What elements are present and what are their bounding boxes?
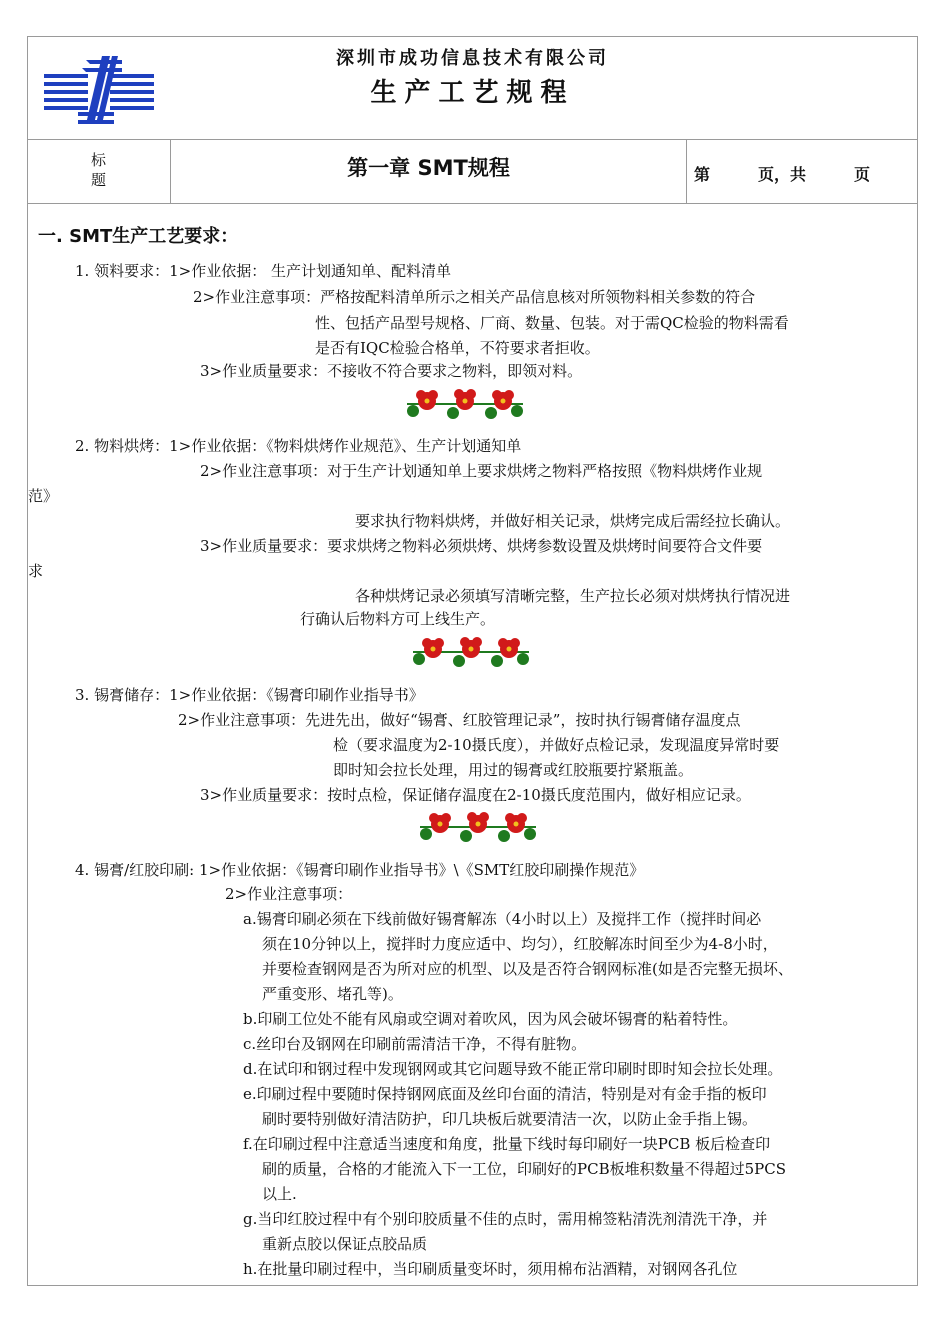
- body-line: 3>作业质量要求：要求烘烤之物料必须烘烤、烘烤参数设置及烘烤时间要符合文件要: [200, 537, 763, 555]
- body-line: 2>作业注意事项：对于生产计划通知单上要求烘烤之物料严格按照《物料烘烤作业规: [200, 462, 763, 480]
- section-heading: 一. SMT生产工艺要求：: [38, 226, 239, 247]
- body-line: 即时知会拉长处理，用过的锡膏或红胶瓶要拧紧瓶盖。: [333, 761, 694, 779]
- body-line: 刷的质量，合格的才能流入下一工位，印刷好的PCB板堆积数量不得超过5PCS: [262, 1160, 786, 1178]
- poinsettia-divider-icon: [411, 631, 531, 673]
- body-line: 是否有IQC检验合格单，不符要求者拒收。: [315, 339, 600, 357]
- body-line: 2>作业注意事项：: [225, 885, 353, 903]
- body-line: 性、包括产品型号规格、厂商、数量、包装。对于需QC检验的物料需看: [315, 314, 789, 332]
- body-line: 严重变形、堵孔等)。: [262, 985, 403, 1003]
- body-line: 3>作业质量要求：不接收不符合要求之物料，即领对料。: [200, 362, 583, 380]
- body-line: 3. 锡膏储存：1>作业依据：《锡膏印刷作业指导书》: [75, 686, 424, 704]
- body-line: a.锡膏印刷必须在下线前做好锡膏解冻（4小时以上）及搅拌工作（搅拌时间必: [243, 910, 762, 928]
- poinsettia-divider-icon: [405, 383, 525, 425]
- body-line: 3>作业质量要求：按时点检，保证储存温度在2-10摄氏度范围内，做好相应记录。: [200, 786, 751, 804]
- document-title: 生产工艺规程: [370, 78, 575, 108]
- body-line: d.在试印和钢过程中发现钢网或其它问题导致不能正常印刷时即时知会拉长处理。: [243, 1060, 783, 1078]
- body-line: 2>作业注意事项：先进先出，做好“锡膏、红胶管理记录”，按时执行锡膏储存温度点: [178, 711, 741, 729]
- body-line: 要求执行物料烘烤，并做好相关记录，烘烤完成后需经拉长确认。: [355, 512, 791, 530]
- title-row: [27, 140, 918, 204]
- body-line: 各种烘烤记录必须填写清晰完整，生产拉长必须对烘烤执行情况进: [355, 587, 791, 605]
- body-line: 行确认后物料方可上线生产。: [300, 610, 496, 628]
- body-line: 2>作业注意事项：严格按配料清单所示之相关产品信息核对所领物料相关参数的符合: [193, 288, 756, 306]
- body-line: 4. 锡膏/红胶印刷: 1>作业依据：《锡膏印刷作业指导书》\《SMT红胶印刷操作规范》: [75, 861, 645, 879]
- body-line: 求: [28, 562, 44, 580]
- body-line: 1. 领料要求：1>作业依据： 生产计划通知单、配料清单: [75, 262, 451, 280]
- company-name: 深圳市成功信息技术有限公司: [336, 48, 609, 69]
- body-line: g.当印红胶过程中有个别印胶质量不佳的点时，需用棉签粘清洗剂清洗干净，并: [243, 1210, 768, 1228]
- document-header: [27, 36, 918, 140]
- page-counter: 第 页，共 页: [694, 165, 871, 184]
- title-label: [27, 140, 171, 203]
- poinsettia-divider-icon: [418, 806, 538, 848]
- title-label-char-1: 标: [90, 151, 106, 169]
- body-line: e.印刷过程中要随时保持钢网底面及丝印台面的清洁，特别是对有金手指的板印: [243, 1085, 767, 1103]
- body-line: 并要检查钢网是否为所对应的机型、以及是否符合钢网标准(如是否完整无损坏、: [262, 960, 793, 978]
- chapter-title: 第一章 SMT规程: [171, 140, 687, 203]
- body-line: 2. 物料烘烤：1>作业依据：《物料烘烤作业规范》、生产计划通知单: [75, 437, 522, 455]
- title-label-char-2: 题: [90, 171, 106, 189]
- body-line: 范》: [28, 487, 59, 505]
- body-line: 刷时要特别做好清洁防护，印几块板后就要清洁一次，以防止金手指上锡。: [262, 1110, 758, 1128]
- body-line: h.在批量印刷过程中，当印刷质量变坏时，须用棉布沾酒精，对钢网各孔位: [243, 1260, 738, 1278]
- body-line: 须在10分钟以上，搅拌时力度应适中、均匀），红胶解冻时间至少为4-8小时，: [262, 935, 778, 953]
- body-line: c.丝印台及钢网在印刷前需清洁干净，不得有脏物。: [243, 1035, 587, 1053]
- body-line: b.印刷工位处不能有风扇或空调对着吹风，因为风会破坏锡膏的粘着特性。: [243, 1010, 738, 1028]
- body-line: 检（要求温度为2-10摄氏度），并做好点检记录，发现温度异常时要: [333, 736, 780, 754]
- body-line: 重新点胶以保证点胶品质: [262, 1235, 428, 1253]
- body-line: f.在印刷过程中注意适当速度和角度，批量下线时每印刷好一块PCB 板后检查印: [243, 1135, 771, 1153]
- body-line: 以上.: [262, 1185, 297, 1203]
